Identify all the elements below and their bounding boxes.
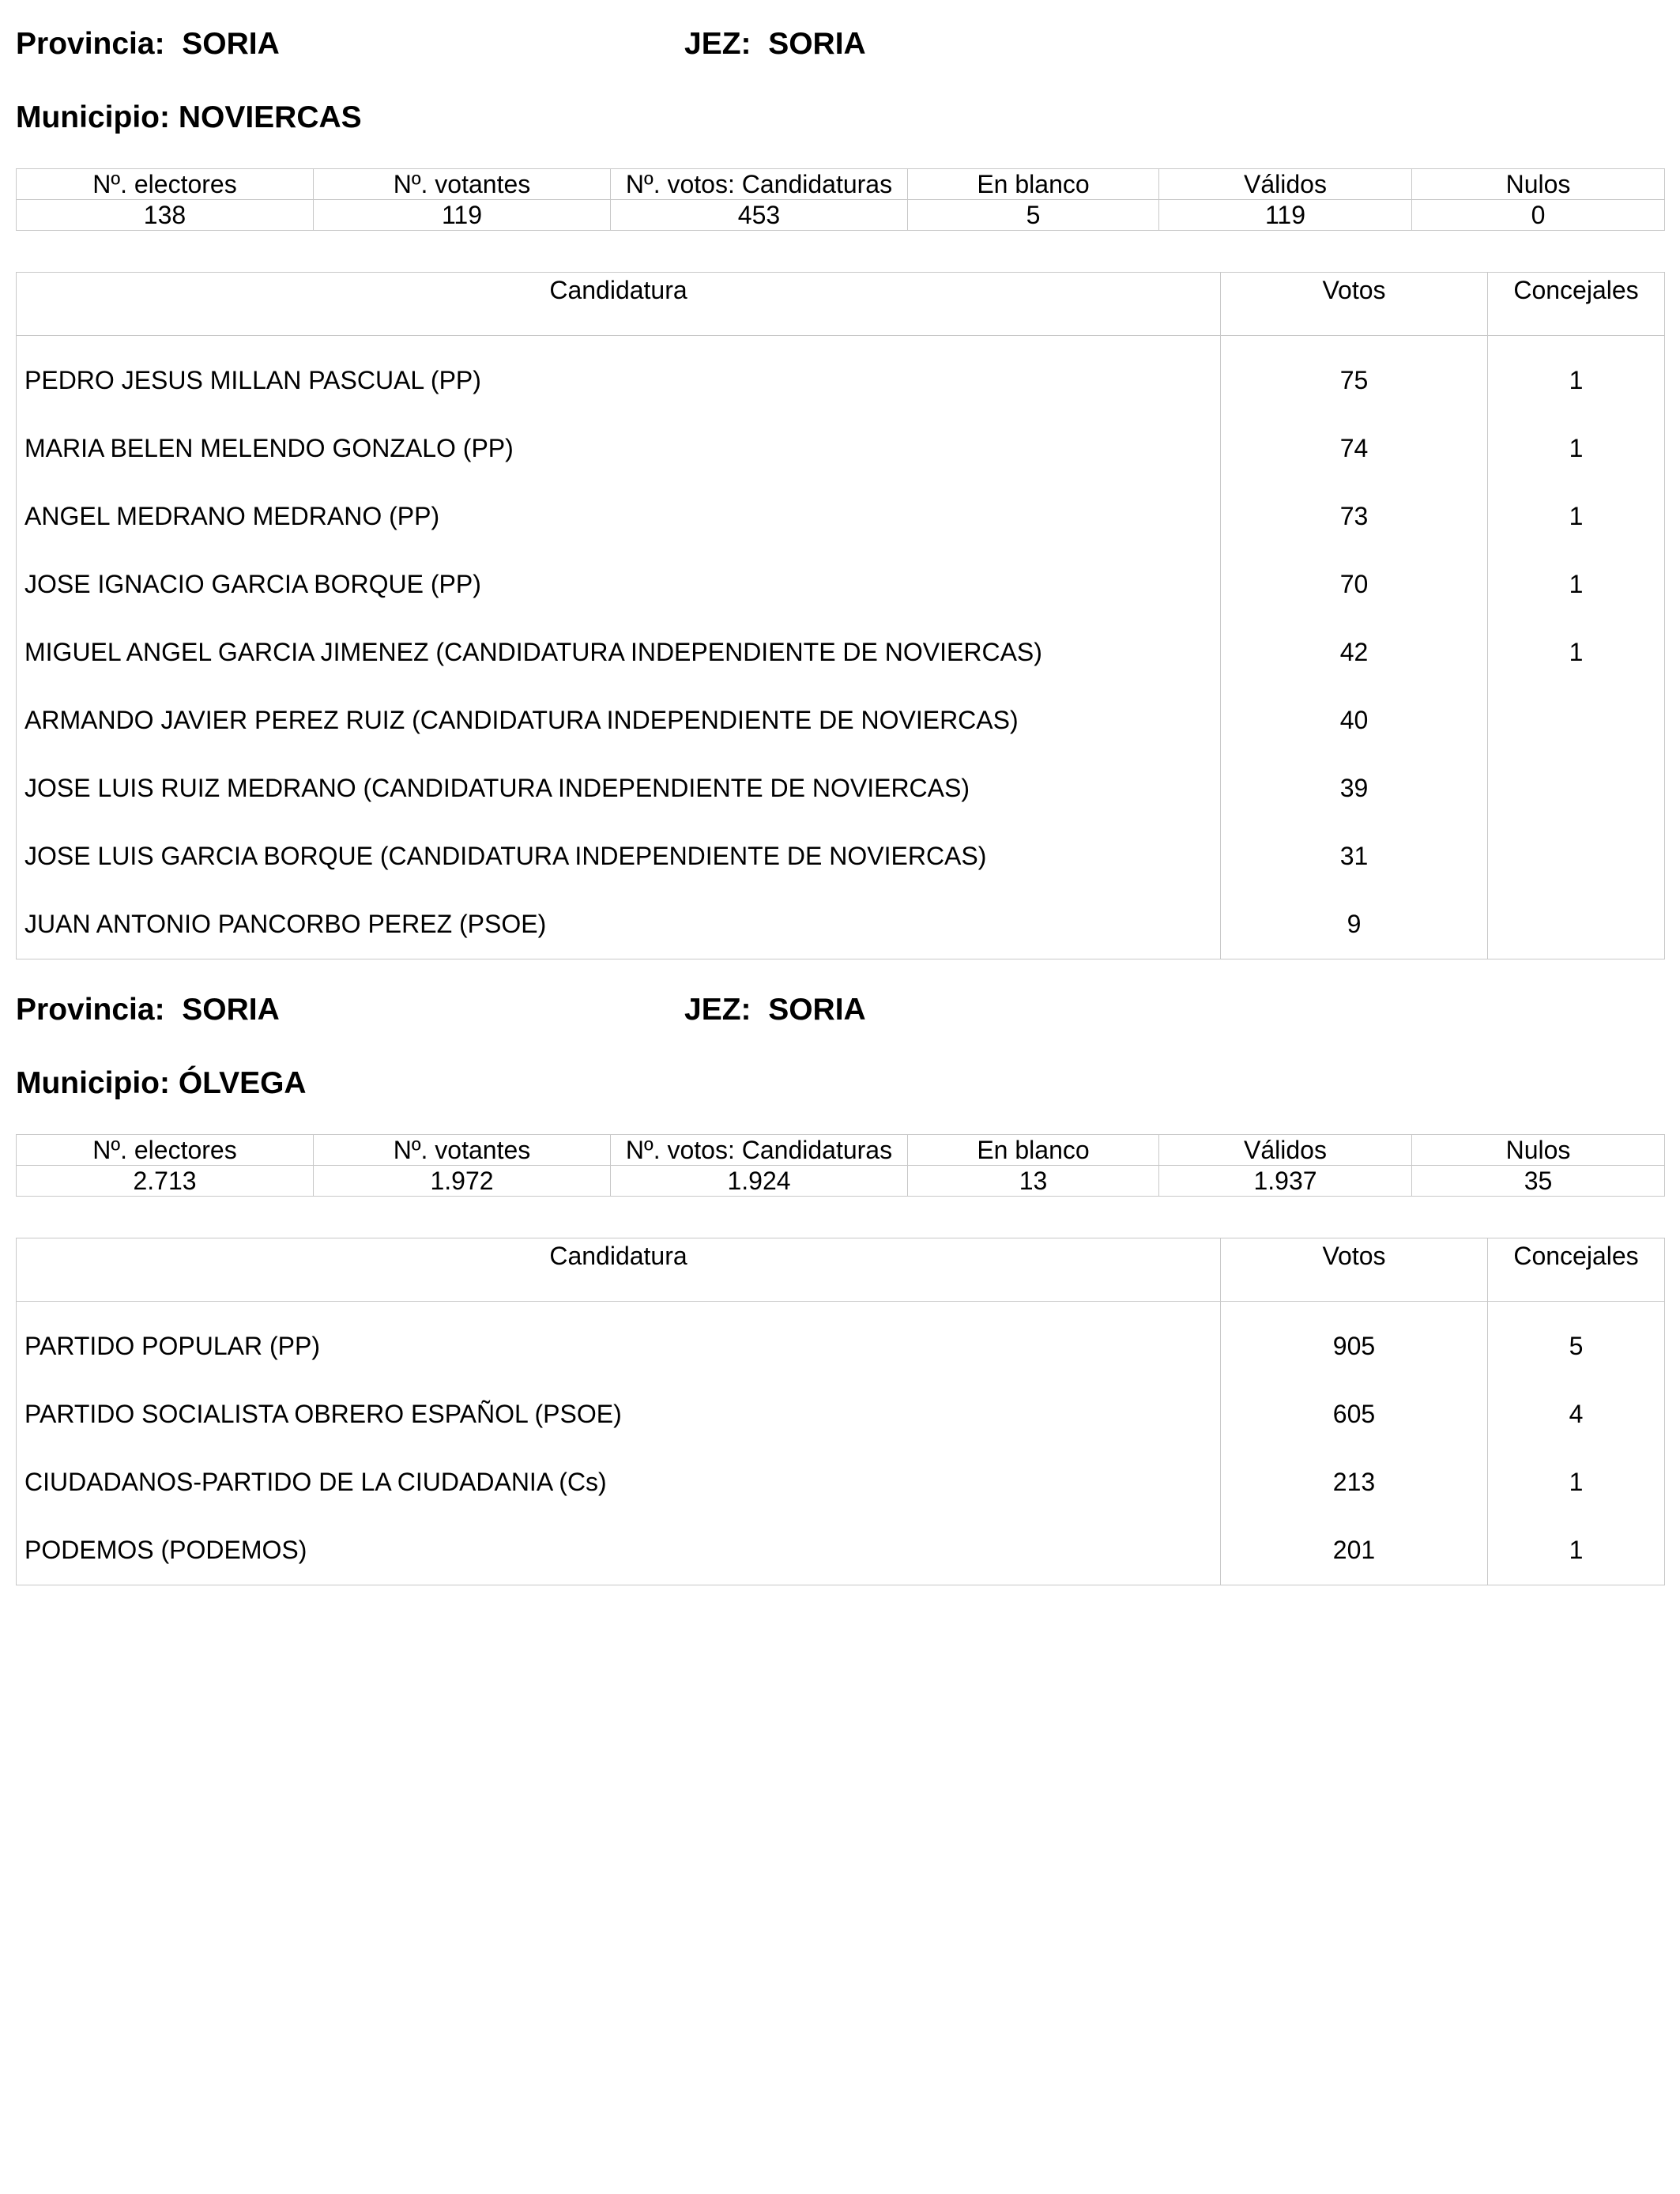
candidate-votes: 213 <box>1221 1449 1488 1517</box>
municipio-label: Municipio: <box>16 100 170 134</box>
municipality-section-olvega <box>16 966 1664 1598</box>
summary-value-cell: 453 <box>611 200 908 231</box>
municipio-label: Municipio: <box>16 1066 170 1100</box>
provincia-heading <box>16 992 280 1028</box>
candidates-table <box>16 272 1665 959</box>
provincia-value: SORIA <box>182 27 280 61</box>
jez-label: JEZ: <box>684 993 751 1027</box>
candidate-name: PARTIDO POPULAR (PP) <box>17 1302 1221 1381</box>
candidate-seats <box>1488 823 1665 891</box>
candidate-seats: 1 <box>1488 336 1665 415</box>
candidate-votes: 31 <box>1221 823 1488 891</box>
candidate-row <box>17 1381 1665 1449</box>
candidate-name: PODEMOS (PODEMOS) <box>17 1517 1221 1585</box>
candidate-name: PARTIDO SOCIALISTA OBRERO ESPAÑOL (PSOE) <box>17 1381 1221 1449</box>
jez-value: SORIA <box>768 27 866 61</box>
summary-value-cell: 5 <box>908 200 1159 231</box>
summary-value-cell: 1.937 <box>1159 1166 1412 1197</box>
summary-table <box>16 1134 1665 1197</box>
candidate-row <box>17 483 1665 551</box>
candidate-name: MIGUEL ANGEL GARCIA JIMENEZ (CANDIDATURA INDEPENDIENTE DE NOVIERCAS) <box>17 619 1221 687</box>
candidate-seats <box>1488 687 1665 755</box>
candidate-votes: 201 <box>1221 1517 1488 1585</box>
candidates-header-cell: Concejales <box>1488 273 1665 336</box>
candidate-votes: 75 <box>1221 336 1488 415</box>
candidates-header-cell: Candidatura <box>17 273 1221 336</box>
candidate-seats: 4 <box>1488 1381 1665 1449</box>
summary-header-cell: Válidos <box>1159 169 1412 200</box>
candidate-seats <box>1488 755 1665 823</box>
candidate-seats: 1 <box>1488 483 1665 551</box>
municipio-heading <box>16 1065 307 1102</box>
candidate-seats: 1 <box>1488 619 1665 687</box>
candidate-votes: 40 <box>1221 687 1488 755</box>
summary-value-cell: 2.713 <box>17 1166 314 1197</box>
candidate-seats <box>1488 891 1665 959</box>
candidate-name: JOSE LUIS RUIZ MEDRANO (CANDIDATURA INDEPENDIENTE DE NOVIERCAS) <box>17 755 1221 823</box>
municipio-value: ÓLVEGA <box>178 1066 307 1100</box>
candidates-header-cell: Candidatura <box>17 1238 1221 1302</box>
provincia-label: Provincia: <box>16 993 165 1027</box>
candidate-row <box>17 1302 1665 1381</box>
candidates-header-cell: Concejales <box>1488 1238 1665 1302</box>
summary-header-cell: Nº. electores <box>17 169 314 200</box>
candidate-name: ANGEL MEDRANO MEDRANO (PP) <box>17 483 1221 551</box>
summary-header-row <box>17 1135 1665 1166</box>
candidate-row <box>17 336 1665 415</box>
candidates-table <box>16 1238 1665 1585</box>
summary-header-cell: Nº. electores <box>17 1135 314 1166</box>
candidate-votes: 74 <box>1221 415 1488 483</box>
municipio-value: NOVIERCAS <box>178 100 362 134</box>
candidate-votes: 9 <box>1221 891 1488 959</box>
summary-table <box>16 168 1665 231</box>
candidate-row <box>17 1449 1665 1517</box>
candidate-name: ARMANDO JAVIER PEREZ RUIZ (CANDIDATURA INDEPENDIENTE DE NOVIERCAS) <box>17 687 1221 755</box>
candidates-header-row <box>17 1238 1665 1302</box>
municipality-section-noviercas <box>16 0 1664 956</box>
summary-header-cell: Nº. votos: Candidaturas <box>611 1135 908 1166</box>
candidates-header-cell: Votos <box>1221 1238 1488 1302</box>
candidate-row <box>17 1517 1665 1585</box>
candidate-seats: 1 <box>1488 1449 1665 1517</box>
summary-header-cell: En blanco <box>908 169 1159 200</box>
candidate-seats: 1 <box>1488 1517 1665 1585</box>
summary-header-cell: Nulos <box>1412 169 1665 200</box>
municipio-heading <box>16 100 362 136</box>
candidate-row <box>17 891 1665 959</box>
summary-value-cell: 1.924 <box>611 1166 908 1197</box>
provincia-value: SORIA <box>182 993 280 1027</box>
summary-value-cell: 35 <box>1412 1166 1665 1197</box>
candidate-votes: 39 <box>1221 755 1488 823</box>
candidate-votes: 605 <box>1221 1381 1488 1449</box>
jez-heading <box>684 992 866 1028</box>
jez-value: SORIA <box>768 993 866 1027</box>
candidate-seats: 1 <box>1488 551 1665 619</box>
summary-header-cell: Nº. votantes <box>314 1135 611 1166</box>
summary-value-cell: 0 <box>1412 200 1665 231</box>
candidate-row <box>17 415 1665 483</box>
summary-header-cell: Nulos <box>1412 1135 1665 1166</box>
summary-value-row <box>17 1166 1665 1197</box>
summary-value-cell: 13 <box>908 1166 1159 1197</box>
candidate-row <box>17 823 1665 891</box>
candidate-votes: 73 <box>1221 483 1488 551</box>
candidate-votes: 42 <box>1221 619 1488 687</box>
candidate-row <box>17 755 1665 823</box>
summary-header-cell: En blanco <box>908 1135 1159 1166</box>
candidate-row <box>17 687 1665 755</box>
summary-value-cell: 1.972 <box>314 1166 611 1197</box>
candidate-votes: 70 <box>1221 551 1488 619</box>
summary-value-cell: 119 <box>314 200 611 231</box>
jez-label: JEZ: <box>684 27 751 61</box>
provincia-label: Provincia: <box>16 27 165 61</box>
candidate-row <box>17 619 1665 687</box>
candidate-name: JUAN ANTONIO PANCORBO PEREZ (PSOE) <box>17 891 1221 959</box>
candidates-header-cell: Votos <box>1221 273 1488 336</box>
summary-value-cell: 138 <box>17 200 314 231</box>
candidate-name: JOSE LUIS GARCIA BORQUE (CANDIDATURA INDEPENDIENTE DE NOVIERCAS) <box>17 823 1221 891</box>
provincia-heading <box>16 26 280 62</box>
candidate-name: JOSE IGNACIO GARCIA BORQUE (PP) <box>17 551 1221 619</box>
candidate-seats: 1 <box>1488 415 1665 483</box>
candidate-name: MARIA BELEN MELENDO GONZALO (PP) <box>17 415 1221 483</box>
candidate-votes: 905 <box>1221 1302 1488 1381</box>
candidate-row <box>17 551 1665 619</box>
summary-value-row <box>17 200 1665 231</box>
summary-header-row <box>17 169 1665 200</box>
candidates-header-row <box>17 273 1665 336</box>
summary-header-cell: Válidos <box>1159 1135 1412 1166</box>
candidate-seats: 5 <box>1488 1302 1665 1381</box>
summary-value-cell: 119 <box>1159 200 1412 231</box>
candidate-name: CIUDADANOS-PARTIDO DE LA CIUDADANIA (Cs) <box>17 1449 1221 1517</box>
jez-heading <box>684 26 866 62</box>
summary-header-cell: Nº. votos: Candidaturas <box>611 169 908 200</box>
candidate-name: PEDRO JESUS MILLAN PASCUAL (PP) <box>17 336 1221 415</box>
summary-header-cell: Nº. votantes <box>314 169 611 200</box>
